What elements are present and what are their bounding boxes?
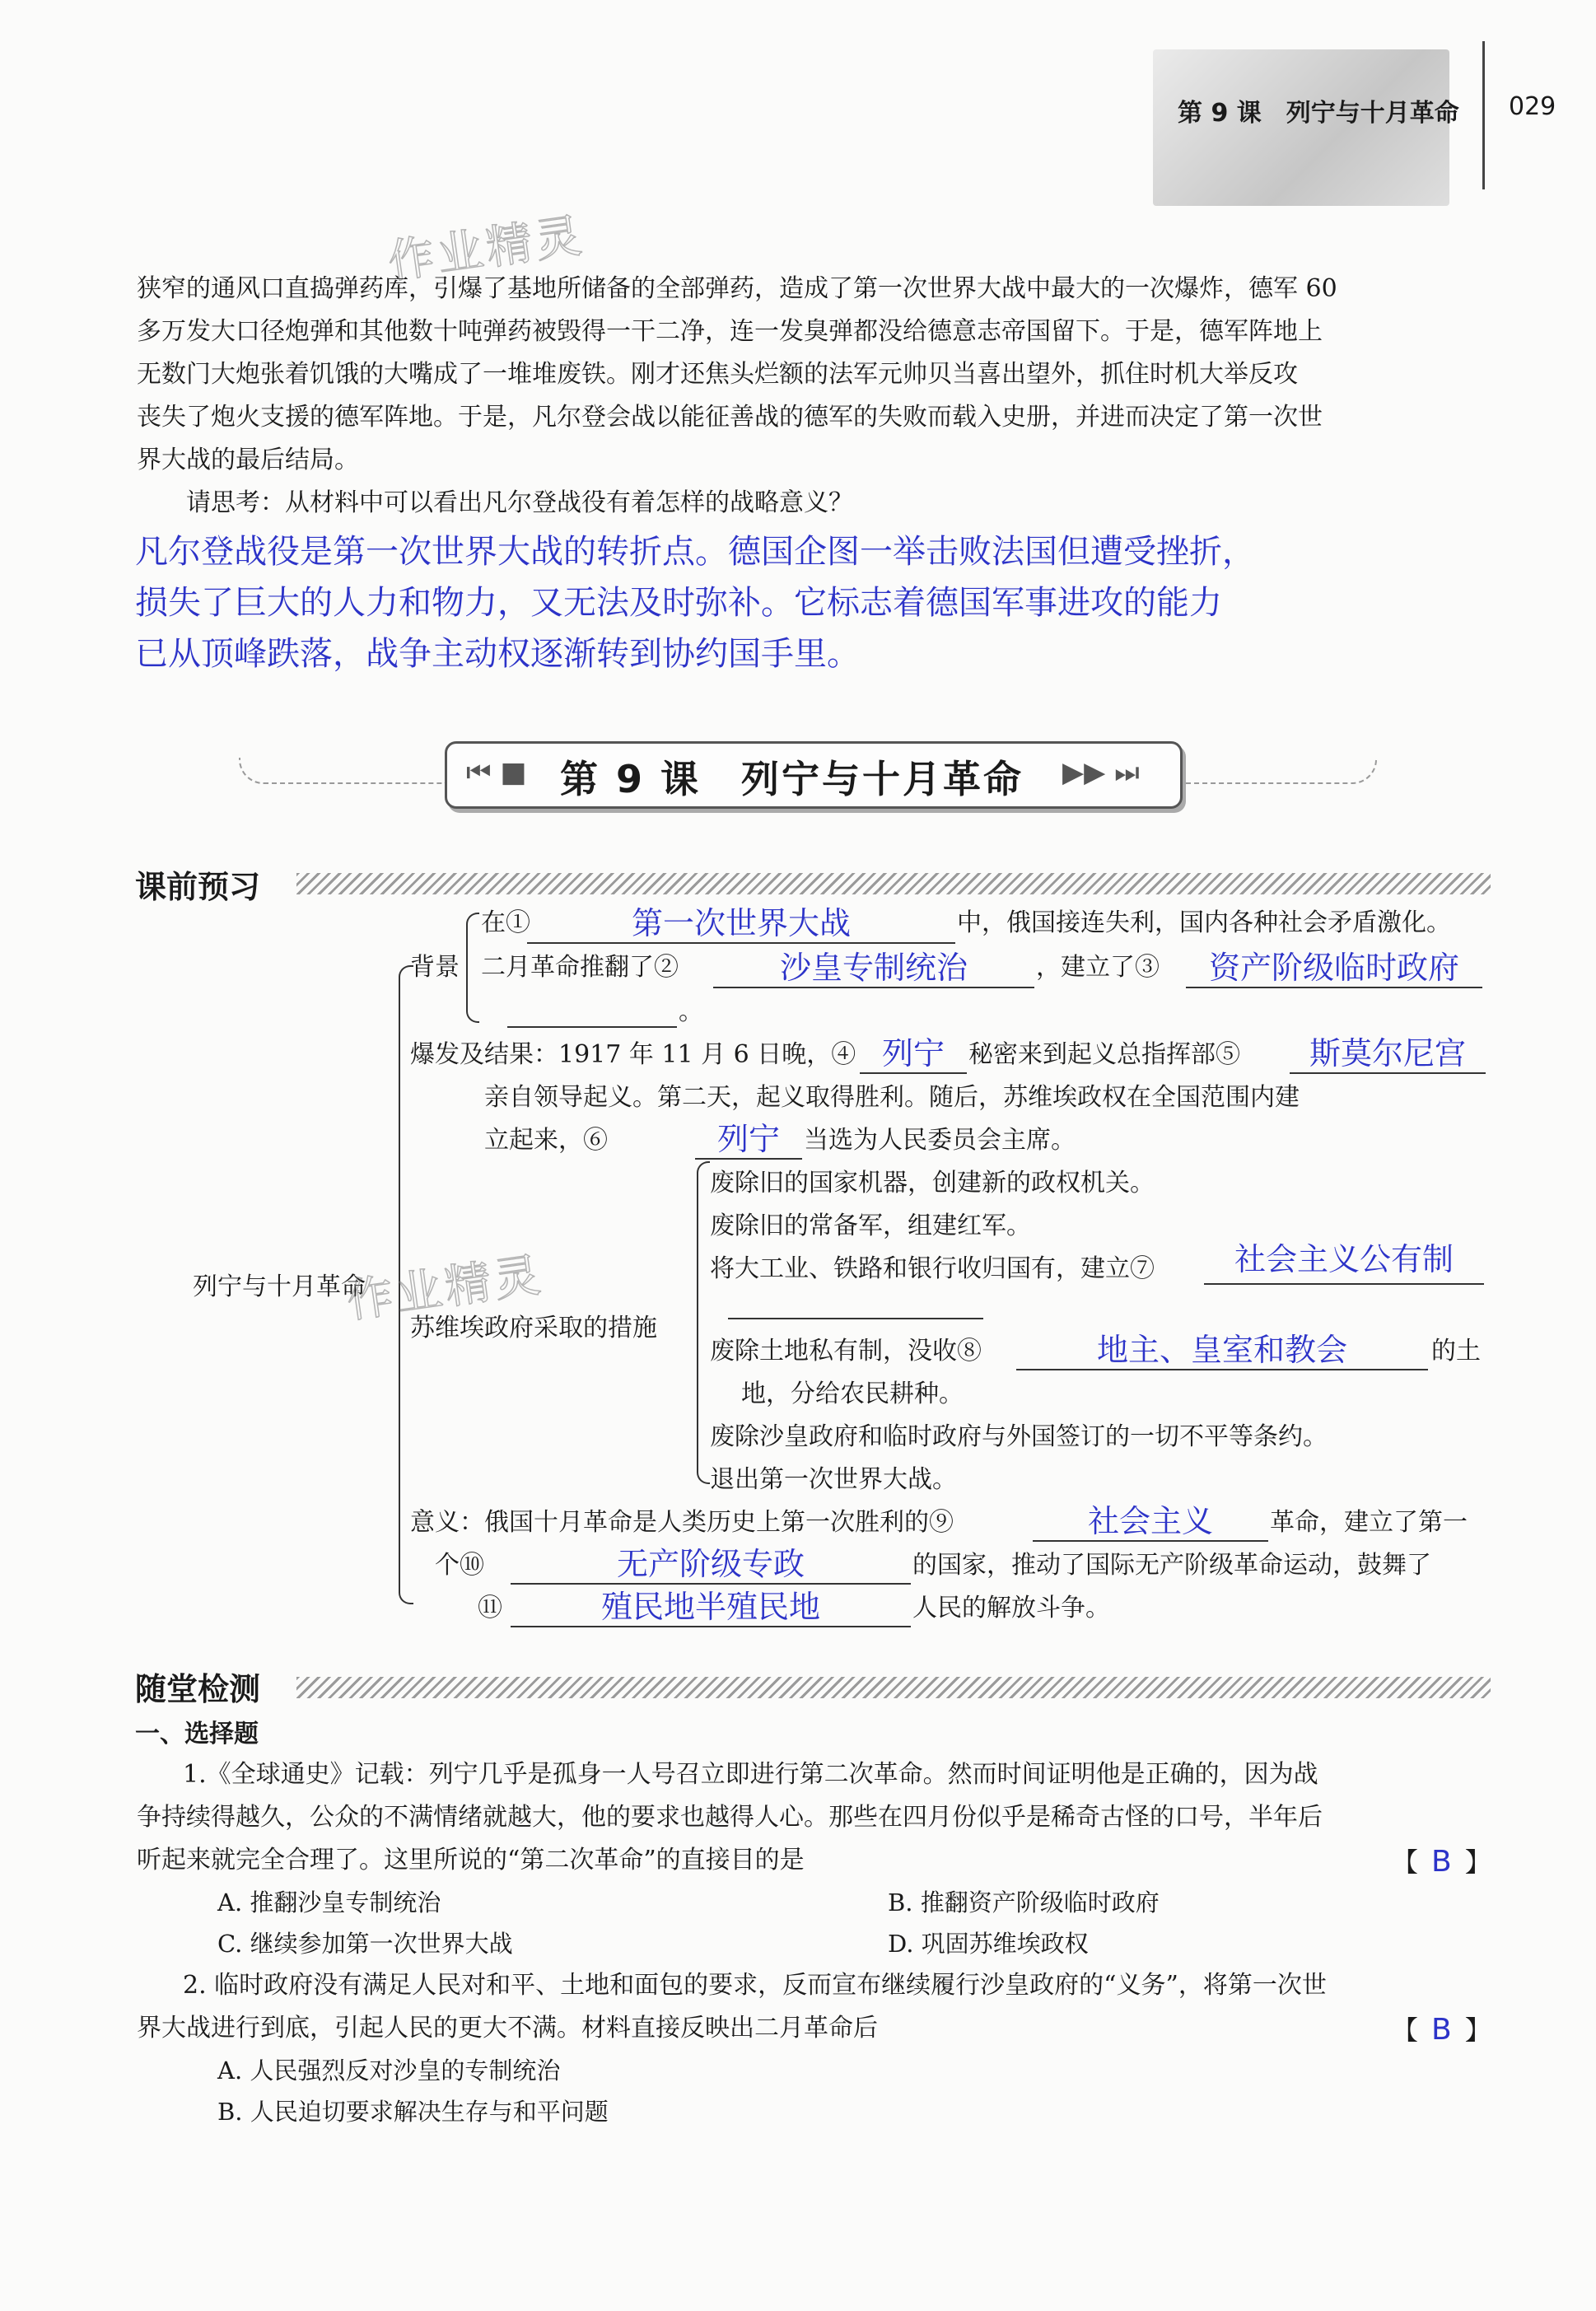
blank-2: 沙皇专制统治 [713, 947, 1034, 988]
quiz-stripe [296, 1677, 1491, 1698]
reading-answer-3: 已从顶峰跌落，战争主动权逐渐转到协约国手里。 [135, 635, 860, 673]
outbreak-line1-pre: 爆发及结果：1917 年 11 月 6 日晚，④ [410, 1040, 856, 1069]
blank-8: 地主、皇室和教会 [1016, 1329, 1428, 1370]
q1-line-1: 1.《全球通史》记载：列宁几乎是孤身一人号召立即进行第二次革命。然而时间证明他是正确的，因为战 [183, 1760, 1318, 1789]
bg-line3-post: 。 [679, 997, 703, 1026]
measure-3-pre: 将大工业、铁路和银行收归国有，建立⑦ [710, 1254, 1155, 1283]
q2-option-a: A. 人民强烈反对沙皇的专制统治 [217, 2057, 561, 2085]
q1-option-a: A. 推翻沙皇专制统治 [217, 1888, 441, 1916]
banner-left-icons: ⏮ ■ [466, 756, 527, 789]
reading-line-3: 无数门大炮张着饥饿的大嘴成了一堆堆废铁。刚才还焦头烂额的法军元帅贝当喜出望外，抓住时机大举反攻 [137, 360, 1298, 389]
q2-answer-value: B [1431, 2013, 1452, 2047]
q1-line-3: 听起来就完全合理了。这里所说的“第二次革命”的直接目的是 [137, 1846, 805, 1874]
q2-line-2: 界大战进行到底，引起人民的更大不满。材料直接反映出二月革命后 [137, 2014, 878, 2043]
preview-title: 课前预习 [135, 869, 261, 905]
outbreak-line3-post: 当选为人民委员会主席。 [804, 1126, 1076, 1155]
outbreak-line1-mid: 秘密来到起义总指挥部⑤ [968, 1040, 1240, 1069]
preview-stripe [296, 873, 1491, 894]
blank-3: 资产阶级临时政府 [1186, 947, 1482, 988]
watermark-stamp: 作业精灵 [385, 208, 588, 290]
bg-line2-mid: ，建立了③ [1036, 953, 1160, 982]
blank-10: 无产阶级专政 [511, 1543, 911, 1585]
measures-label: 苏维埃政府采取的措施 [410, 1314, 657, 1342]
bg-line1-pre: 在① [481, 908, 530, 937]
measure-4-post: 的土 [1431, 1337, 1481, 1366]
lesson-title: 第 9 课 列宁与十月革命 [560, 757, 1024, 801]
watermark-stamp-2: 作业精灵 [343, 1248, 547, 1329]
header-lesson: 第 9 课 列宁与十月革命 [1178, 99, 1459, 128]
blank-5: 斯莫尔尼宫 [1290, 1033, 1486, 1074]
reading-line-1: 狭窄的通风口直捣弹药库，引爆了基地所储备的全部弹药，造成了第一次世界大战中最大的一次爆炸，德军 60 [137, 274, 1337, 303]
mindmap-root: 列宁与十月革命 [193, 1272, 366, 1301]
blank-4: 列宁 [860, 1033, 967, 1074]
blank-7: 社会主义公有制 [1204, 1239, 1484, 1285]
measure-4-line2: 地，分给农民耕种。 [741, 1380, 964, 1408]
measure-6: 退出第一次世界大战。 [710, 1465, 957, 1494]
q1-option-b: B. 推翻资产阶级临时政府 [888, 1888, 1160, 1916]
q2-line-1: 2. 临时政府没有满足人民对和平、土地和面包的要求，反而宣布继续履行沙皇政府的“义务”，将第一次世 [183, 1971, 1327, 2000]
sig-line1-pre: 意义：俄国十月革命是人类历史上第一次胜利的⑨ [410, 1508, 954, 1537]
q1-answer: 【 B 】 [1392, 1845, 1491, 1879]
reading-line-4: 丧失了炮火支援的德军阵地。于是，凡尔登会战以能征善战的德军的失败而载入史册，并进而决定了第一次世 [137, 403, 1323, 432]
blank-11: 殖民地半殖民地 [511, 1586, 911, 1627]
q1-option-c: C. 继续参加第一次世界大战 [217, 1930, 513, 1958]
measures-brace [697, 1161, 710, 1484]
blank-1: 第一次世界大战 [527, 903, 955, 944]
header-divider [1482, 41, 1485, 189]
background-brace [466, 913, 479, 1023]
q1-answer-value: B [1431, 1845, 1452, 1879]
measure-5: 废除沙皇政府和临时政府与外国签订的一切不平等条约。 [710, 1422, 1328, 1451]
reading-question: 请思考：从材料中可以看出凡尔登战役有着怎样的战略意义？ [186, 488, 853, 517]
blank-7-cont [728, 1285, 983, 1319]
page-number: 029 [1509, 92, 1556, 121]
sig-line1-post: 革命，建立了第一 [1270, 1508, 1468, 1537]
sig-line3-pre: ⑪ [478, 1594, 502, 1622]
sig-line2-post: 的国家，推动了国际无产阶级革命运动，鼓舞了 [912, 1551, 1431, 1580]
quiz-title: 随堂检测 [135, 1671, 261, 1707]
outbreak-line3-pre: 立起来，⑥ [484, 1126, 608, 1155]
blank-9: 社会主义 [1033, 1501, 1268, 1542]
q1-line-2: 争持续得越久，公众的不满情绪就越大，他的要求也越得人心。那些在四月份似乎是稀奇古怪的口号，半年后 [137, 1803, 1323, 1832]
quiz-section: 一、选择题 [135, 1720, 259, 1748]
measure-2: 废除旧的常备军，组建红军。 [710, 1212, 1031, 1240]
banner-right-icons: ▶▶ ⏭ [1062, 756, 1140, 789]
banner-line-right [1186, 758, 1377, 784]
banner-line-left [239, 758, 446, 784]
bg-line1-post: 中，俄国接连失利，国内各种社会矛盾激化。 [957, 908, 1451, 937]
sig-line3-post: 人民的解放斗争。 [912, 1594, 1110, 1622]
q2-answer: 【 B 】 [1392, 2013, 1491, 2047]
measure-1: 废除旧的国家机器，创建新的政权机关。 [710, 1169, 1155, 1198]
q2-option-b: B. 人民迫切要求解决生存与和平问题 [217, 2098, 609, 2126]
q1-option-d: D. 巩固苏维埃政权 [888, 1930, 1089, 1958]
reading-answer-2: 损失了巨大的人力和物力，又无法及时弥补。它标志着德国军事进攻的能力 [135, 584, 1222, 622]
sig-line2-pre: 个⑩ [435, 1551, 484, 1580]
background-label: 背景 [410, 953, 460, 982]
reading-answer-1: 凡尔登战役是第一次世界大战的转折点。德国企图一举击败法国但遭受挫折， [135, 533, 1255, 571]
blank-6: 列宁 [695, 1118, 802, 1160]
measure-4-pre: 废除土地私有制，没收⑧ [710, 1337, 982, 1366]
reading-line-2: 多万发大口径炮弹和其他数十吨弹药被毁得一干二净，连一发臭弹都没给德意志帝国留下。于是，德军阵地上 [137, 317, 1323, 346]
reading-line-5: 界大战的最后结局。 [137, 446, 359, 474]
outbreak-line2: 亲自领导起义。第二天，起义取得胜利。随后，苏维埃政权在全国范围内建 [484, 1083, 1300, 1112]
blank-3-cont [507, 987, 677, 1028]
bg-line2-pre: 二月革命推翻了② [481, 953, 679, 982]
